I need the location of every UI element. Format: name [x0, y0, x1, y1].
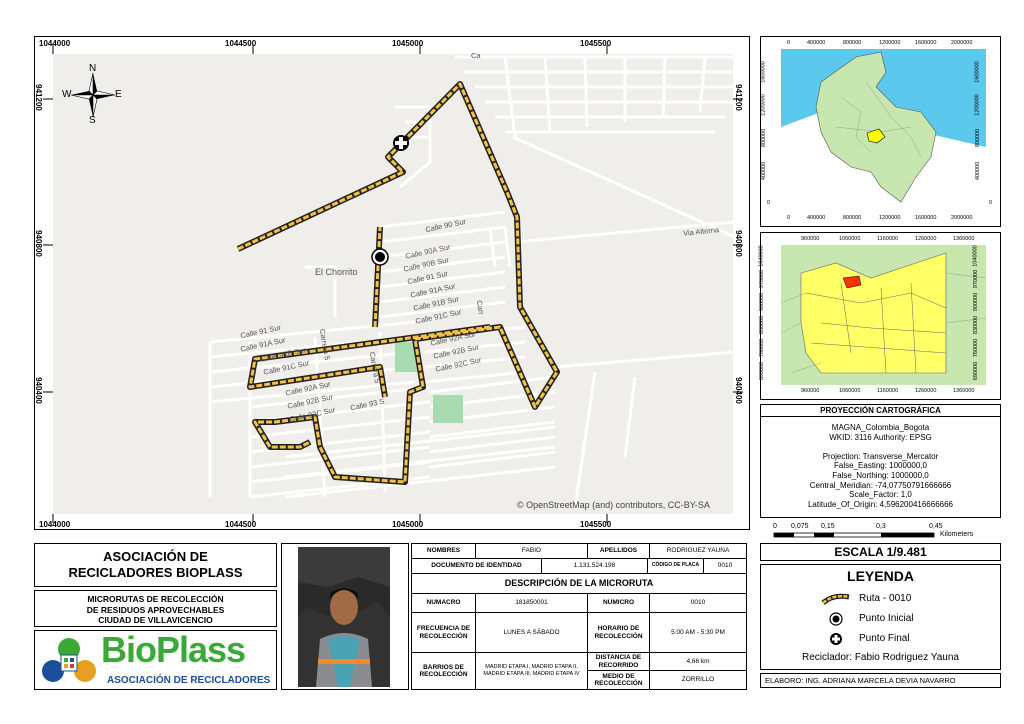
street-label: Calle 90 Sur [424, 216, 467, 235]
label-medio: MEDIO DE RECOLECCIÓN [588, 671, 650, 689]
projection-info [760, 416, 1001, 518]
inset2-y-tick: 760000 [759, 338, 766, 358]
inset1-x-tick: 800000 [843, 40, 862, 46]
inset1-x-tick: 0 [787, 215, 791, 221]
inset1-x-tick: 0 [787, 40, 791, 46]
compass-s: S [89, 115, 96, 126]
x-coord-label: 1045000 [392, 520, 424, 529]
inset1-y-tick: 1200000 [974, 94, 981, 116]
value-numicro: 0010 [650, 594, 746, 613]
inset2-x-tick: 1260000 [915, 236, 937, 242]
scale-tick: 0,3 [876, 523, 886, 530]
x-coord-label: 1044000 [39, 39, 71, 48]
x-coord-label: 1045500 [580, 520, 612, 529]
label-distancia: DISTANCIA DE RECORRIDO [588, 653, 650, 671]
inset2-y-tick: 690000 [759, 361, 766, 381]
value-barrios: MADRID ETAPA I, MADRID ETAPA II, MADRID ETAPA III, MADRID ETAPA IV [476, 653, 588, 689]
value-horario: 5:00 AM - 5:30 PM [650, 613, 746, 653]
legend-item-route [821, 592, 971, 606]
x-coord-label: 1044000 [39, 520, 71, 529]
inset2-x-tick: 1260000 [915, 388, 937, 394]
route-symbol-icon [821, 592, 851, 606]
inset2-y-tick: 970000 [973, 269, 980, 289]
street-label: Calle 92B Sur [432, 342, 480, 361]
inset2-y-tick: 1040000 [972, 245, 979, 267]
inset1-x-tick: 1200000 [879, 40, 901, 46]
inset2-y-tick: 900000 [973, 292, 980, 312]
recycler-name: Reciclador: Fabio Rodriguez Yauna [802, 652, 959, 663]
inset2-y-tick: 830000 [759, 315, 766, 335]
inset2-x-tick: 1360000 [953, 388, 975, 394]
logo-wordmark: BioPlass [101, 629, 246, 670]
inset1-x-tick: 1600000 [915, 215, 937, 221]
street-label: Calle 91B Sur [259, 345, 307, 364]
label-numacro: NUMACRO [412, 594, 476, 613]
start-symbol-icon [821, 612, 851, 626]
recycler-photo [281, 543, 409, 690]
y-coord-label: 940800 [33, 230, 43, 257]
label-horario: HORARIO DE RECOLECCIÓN [588, 613, 650, 653]
inset1-x-tick: 800000 [843, 215, 862, 221]
projection-line: False_Easting: 1000000,0 [834, 461, 927, 471]
compass-w: W [62, 89, 72, 100]
map-attribution: © OpenStreetMap (and) contributors, CC-BY-SA [517, 500, 710, 510]
street-label: Calle 91C Sur [414, 307, 463, 326]
street-label: Via Alterna [682, 225, 720, 238]
scale-bar [760, 522, 1001, 542]
street-label: Calle 91A Sur [239, 335, 287, 354]
inset1-x-tick: 400000 [807, 215, 826, 221]
logo-subtitle: ASOCIACIÓN DE RECICLADORES [107, 675, 271, 686]
label-placa: CÓDIGO DE PLACA [648, 559, 704, 574]
end-symbol-icon [821, 632, 851, 646]
projection-spacer [761, 442, 1000, 452]
inset1-x-tick: 2000000 [951, 40, 973, 46]
inset1-y-tick: 800000 [761, 128, 768, 148]
y-coord-label: 941200 [33, 84, 43, 111]
street-label: Calle 92C Sur [434, 355, 483, 374]
projection-line: Latitude_Of_Origin: 4,596200416666666 [807, 499, 953, 509]
street-label: Calle 90B Sur [402, 255, 450, 274]
legend-item-start [821, 612, 971, 626]
inset2-x-tick: 1060000 [839, 236, 861, 242]
street-label: Calle 90A Sur [404, 242, 452, 261]
projection-line: False_Northing: 1000000,0 [832, 470, 929, 480]
inset1-x-tick: 1200000 [879, 215, 901, 221]
street-label: Calle 91 Sur [239, 322, 282, 341]
microroute-line: DE RESIDUOS APROVECHABLES [86, 604, 225, 615]
y-coord-label: 940800 [733, 230, 743, 257]
label-documento: DOCUMENTO DE IDENTIDAD [412, 559, 542, 574]
y-coord-label: 940400 [33, 377, 43, 404]
label-barrios: BARRIOS DE RECOLECCIÓN [412, 653, 476, 689]
inset2-x-tick: 1160000 [877, 236, 899, 242]
value-frecuencia: LUNES A SÁBADO [476, 613, 588, 653]
inset-map-department[interactable] [760, 232, 1001, 400]
legend-item-end [821, 632, 971, 646]
x-coord-label: 1044500 [225, 39, 257, 48]
x-coord-label: 1045000 [392, 39, 424, 48]
inset2-y-tick: 760000 [973, 338, 980, 358]
y-coord-label: 941200 [733, 84, 743, 111]
end-point-icon[interactable] [393, 135, 409, 151]
inset2-x-tick: 960000 [801, 236, 820, 242]
inset1-x-tick: 2000000 [951, 215, 973, 221]
label-nombres: NOMBRES [412, 544, 476, 559]
inset1-x-tick: 1600000 [915, 40, 937, 46]
bioplass-logo [34, 630, 277, 690]
inset1-y-tick: 0 [767, 200, 771, 206]
inset2-x-tick: 1360000 [953, 236, 975, 242]
value-documento: 1.131.524.198 [542, 559, 648, 574]
inset1-y-tick: 1600000 [974, 61, 981, 83]
legend-end-label: Punto Final [859, 633, 910, 644]
x-coord-label: 1044500 [225, 520, 257, 529]
scale-tick: 0 [773, 523, 777, 530]
inset2-y-tick: 830000 [973, 315, 980, 335]
projection-line: Central_Meridian: -74,07750791666666 [809, 480, 952, 490]
street-label: Calle 92B Sur [286, 392, 334, 411]
org-title [34, 543, 277, 587]
inset-department-canvas [758, 233, 1002, 401]
projection-title: PROYECCIÓN CARTOGRÁFICA [760, 404, 1001, 417]
org-title-line: ASOCIACIÓN DE [103, 549, 208, 564]
street-label: Calle 92C Sur [288, 405, 337, 424]
label-frecuencia: FRECUENCIA DE RECOLECCIÓN [412, 613, 476, 653]
inset2-y-tick: 1040000 [758, 245, 765, 267]
compass-n: N [89, 63, 97, 74]
park [433, 395, 463, 423]
legend-start-label: Punto Inicial [859, 613, 914, 624]
inset2-x-tick: 960000 [801, 388, 820, 394]
x-coord-label: 1045500 [580, 39, 612, 48]
value-numacro: 181850001 [476, 594, 588, 613]
start-point-icon[interactable] [372, 249, 388, 265]
inset1-y-tick: 800000 [975, 128, 982, 148]
projection-line: MAGNA_Colombia_Bogota [831, 423, 930, 432]
value-distancia: 4,66 km [650, 653, 746, 671]
map-canvas [35, 37, 751, 531]
inset1-y-tick: 1200000 [760, 94, 767, 116]
inset2-y-tick: 690000 [973, 361, 980, 381]
y-coord-label: 940400 [733, 377, 743, 404]
projection-line: Projection: Transverse_Mercator [822, 451, 939, 461]
scale-bar-graphic [760, 522, 1001, 542]
inset2-x-tick: 1060000 [839, 388, 861, 394]
author-credit: ELABORO: ING. ADRIANA MARCELA DEVIA NAVARRO [760, 673, 1001, 688]
label-numicro: NUMICRO [588, 594, 650, 613]
main-map[interactable] [34, 36, 750, 530]
inset1-x-tick: 400000 [807, 40, 826, 46]
street-label: Calle 92A Sur [284, 379, 332, 398]
compass-e: E [115, 89, 122, 100]
street-label: Calle 91C Sur [262, 358, 311, 377]
street-label: Carrera 5 [317, 328, 333, 361]
recycling-people-icon [39, 635, 99, 687]
label-apellidos: APELLIDOS [588, 544, 650, 559]
section-title: DESCRIPCIÓN DE LA MICRORUTA [412, 574, 746, 594]
inset2-y-tick: 900000 [759, 292, 766, 312]
legend-route-label: Ruta - 0010 [859, 593, 912, 604]
inset-colombia-canvas [761, 37, 1002, 228]
street-label: Carr [474, 299, 486, 316]
street-label: Carrera 5 [367, 351, 383, 384]
street-label: Calle 92A Sur [429, 329, 477, 348]
value-nombres: FABIO [476, 544, 588, 559]
microroute-title [34, 590, 277, 627]
projection-line: Scale_Factor: 1,0 [849, 490, 912, 500]
inset1-y-tick: 400000 [761, 161, 768, 181]
inset-map-colombia[interactable] [760, 36, 1001, 227]
value-placa: 0010 [704, 559, 746, 574]
scale-tick: 0,075 [791, 523, 809, 530]
microroute-line: MICRORUTAS DE RECOLECCIÓN [87, 594, 224, 604]
inset2-y-tick: 970000 [759, 269, 766, 289]
scale-label: ESCALA 1/9.481 [760, 543, 1001, 561]
street-label: Calle 91B Sur [412, 294, 460, 313]
value-apellidos: RODRIGUEZ YAUNA [650, 544, 746, 559]
scale-tick: 0,15 [821, 523, 835, 530]
recycler-portrait [298, 547, 390, 687]
inset1-y-tick: 400000 [975, 161, 982, 181]
legend [760, 564, 1001, 670]
legend-title: LEYENDA [847, 568, 914, 584]
microroute-line: CIUDAD DE VILLAVICENCIO [98, 615, 213, 625]
street-label: Calle 93 S [349, 396, 386, 413]
value-medio: ZORRILLO [681, 676, 715, 684]
inset2-x-tick: 1160000 [877, 388, 899, 394]
place-label: El Chorrito [315, 267, 358, 277]
street-label: Calle 91A Sur [409, 281, 457, 300]
scale-tick: 0,45 [929, 523, 943, 530]
inset1-y-tick: 0 [989, 200, 993, 206]
scale-unit: Kilometers [940, 531, 974, 538]
street-label: Calle 91 Sur [406, 268, 449, 287]
projection-line: WKID: 3116 Authority: EPSG [829, 432, 932, 442]
street-label: Ca [471, 51, 481, 60]
route-info-table [411, 543, 747, 690]
org-title-line: RECICLADORES BIOPLASS [68, 565, 243, 580]
inset1-y-tick: 1600000 [760, 61, 767, 83]
